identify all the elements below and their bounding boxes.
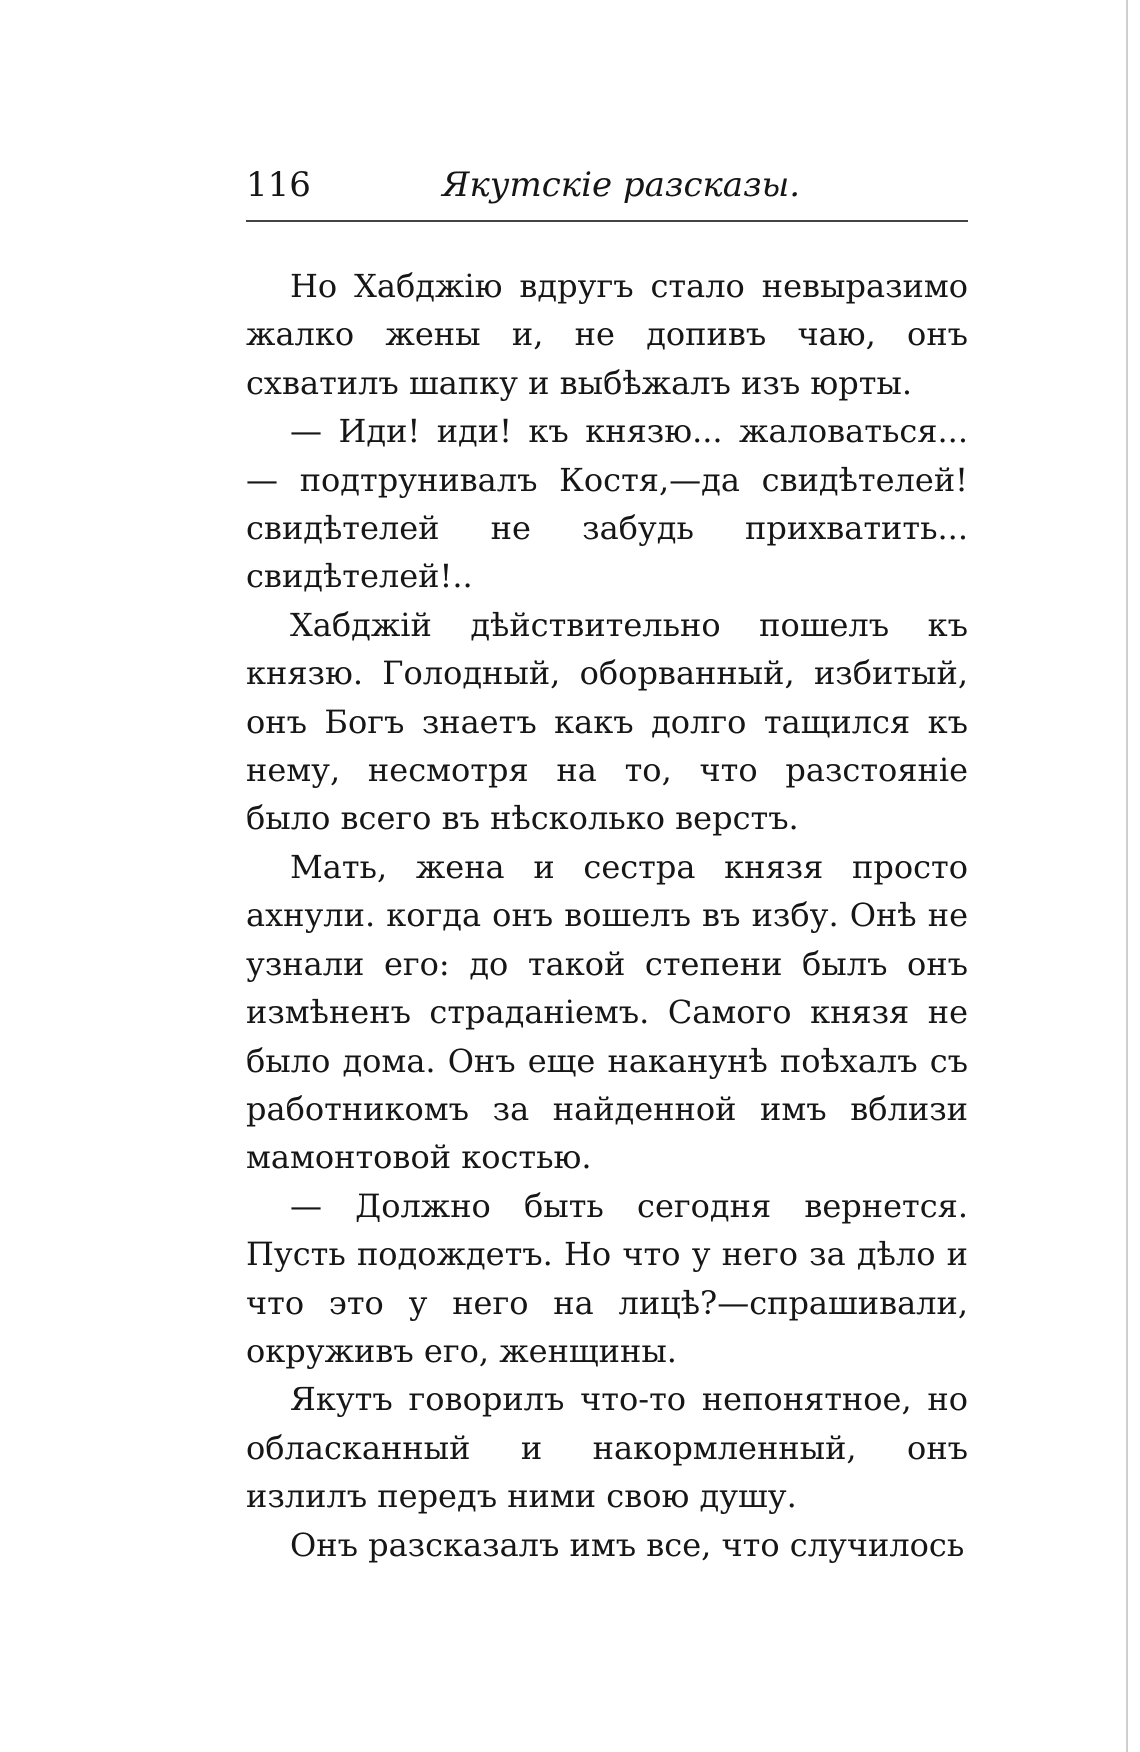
page-edge xyxy=(1126,0,1128,1752)
paragraph: Онъ разсказалъ имъ все, что случилось xyxy=(290,1525,965,1564)
running-title: Якутскіе разсказы. xyxy=(442,165,801,205)
header-rule xyxy=(246,220,968,222)
page-number: 116 xyxy=(246,165,311,205)
body-text xyxy=(246,262,968,1569)
paragraph: Но Хабджію вдругъ стало невыразимо жалко жены и, не допивъ чаю, онъ схватилъ шапку и выбѣжалъ изъ юрты. xyxy=(246,267,968,402)
paragraph: — Должно быть сегодня вернется. Пусть подождетъ. Но что у него за дѣло и что это у него на лицѣ?—спрашивали, окруживъ его, женщины. xyxy=(246,1186,968,1370)
paragraph: Мать, жена и сестра князя просто ахнули. когда онъ вошелъ въ избу. Онѣ не узнали его: до такой степени былъ онъ измѣненъ страданіемъ. Самого князя не было дома. Онъ еще наканунѣ поѣхалъ съ работникомъ за найденной имъ вблизи мамонтовой костью. xyxy=(246,847,968,1177)
paragraph: — Иди! иди! къ князю... жаловаться...— подтрунивалъ Костя,—да свидѣтелей! свидѣтелей не забудь прихватить... свидѣтелей!.. xyxy=(246,412,968,596)
page-header xyxy=(246,160,968,210)
paragraph: Якутъ говорилъ что-то непонятное, но обласканный и накормленный, онъ излилъ передъ ними свою душу. xyxy=(246,1380,968,1516)
paragraph: Хабджій дѣйствительно пошелъ къ князю. Голодный, оборванный, избитый, онъ Богъ знаетъ какъ долго тащился къ нему, несмотря на то, что разстояніе было всего въ нѣсколько верстъ. xyxy=(246,605,968,838)
